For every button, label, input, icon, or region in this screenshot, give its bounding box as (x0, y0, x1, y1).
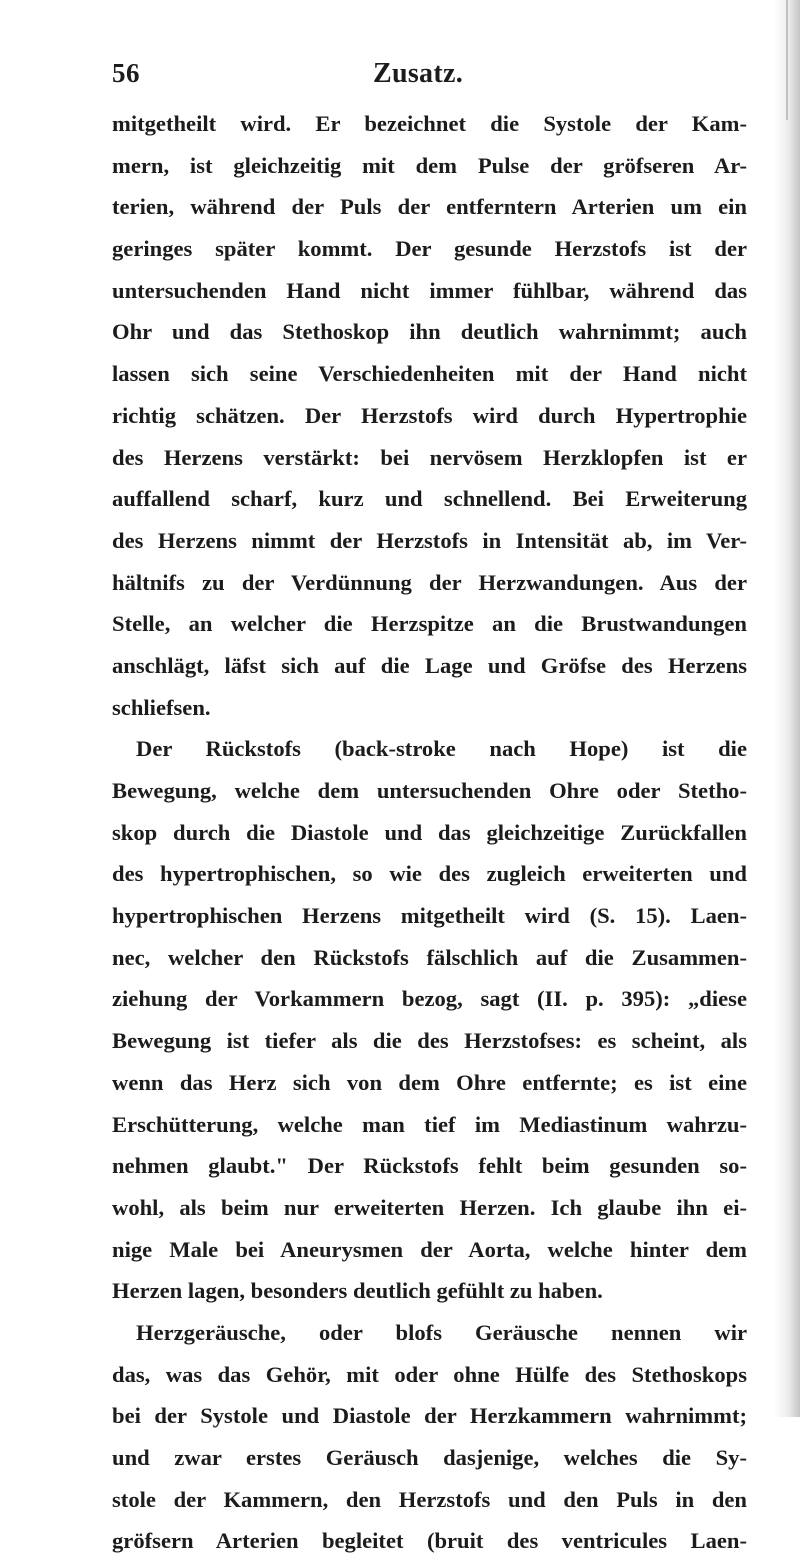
text-line: wenn das Herz sich von dem Ohre entfernte; es ist eine (112, 1069, 747, 1095)
text-line: das, was das Gehör, mit oder ohne Hülfe des Stethoskops (112, 1361, 747, 1387)
text-line: des Herzens nimmt der Herzstofs in Intensität ab, im Ver- (112, 527, 747, 553)
text-line: nec, welcher den Rückstofs fälschlich auf die Zusammen- (112, 944, 747, 970)
text-line: terien, während der Puls der entferntern Arterien um ein (112, 194, 747, 220)
text-line: Herzgeräusche, oder blofs Geräusche nennen wir (136, 1319, 747, 1345)
text-line: Stelle, an welcher die Herzspitze an die Brustwandungen (112, 611, 747, 637)
text-line: des hypertrophischen, so wie des zugleich erweiterten und (112, 861, 747, 887)
text-line: schliefsen. (112, 694, 211, 720)
text-line: Bewegung ist tiefer als die des Herzstofses: es scheint, als (112, 1028, 747, 1054)
page-heading: Zusatz. (373, 58, 463, 89)
text-line: geringes später kommt. Der gesunde Herzstofs ist der (112, 236, 747, 262)
running-head (112, 58, 752, 94)
text-line: auffallend scharf, kurz und schnellend. Bei Erweiterung (112, 486, 747, 512)
page-edge-shadow (774, 0, 800, 1417)
text-line: mern, ist gleichzeitig mit dem Pulse der gröfseren Ar- (112, 152, 747, 178)
text-line: wohl, als beim nur erweiterten Herzen. Ich glaube ihn ei- (112, 1194, 747, 1220)
body-text (112, 103, 747, 1562)
text-line: des Herzens verstärkt: bei nervösem Herzklopfen ist er (112, 444, 747, 470)
text-line: ziehung der Vorkammern bezog, sagt (II. p. 395): „diese (112, 986, 747, 1012)
text-line: stole der Kammern, den Herzstofs und den Puls in den (112, 1486, 747, 1512)
text-line: gröfsern Arterien begleitet (bruit des ventricules Laen- (112, 1528, 747, 1554)
text-line: hältnifs zu der Verdünnung der Herzwandungen. Aus der (112, 569, 747, 595)
text-line: nige Male bei Aneurysmen der Aorta, welche hinter dem (112, 1236, 747, 1262)
text-line: Ohr und das Stethoskop ihn deutlich wahrnimmt; auch (112, 319, 747, 345)
text-line: richtig schätzen. Der Herzstofs wird durch Hypertrophie (112, 402, 747, 428)
text-line: mitgetheilt wird. Er bezeichnet die Systole der Kam- (112, 111, 747, 136)
page-edge-mark (786, 0, 788, 120)
text-line: Erschütterung, welche man tief im Mediastinum wahrzu- (112, 1111, 747, 1137)
text-line: skop durch die Diastole und das gleichzeitige Zurückfallen (112, 819, 747, 845)
text-line: untersuchenden Hand nicht immer fühlbar, während das (112, 277, 747, 303)
text-line: lassen sich seine Verschiedenheiten mit der Hand nicht (112, 361, 747, 387)
page-number: 56 (112, 58, 140, 88)
text-line: nehmen glaubt." Der Rückstofs fehlt beim gesunden so- (112, 1153, 747, 1179)
text-line: Der Rückstofs (back-stroke nach Hope) ist die (136, 736, 747, 762)
text-line: Bewegung, welche dem untersuchenden Ohre oder Stetho- (112, 778, 747, 803)
text-line: Herzen lagen, besonders deutlich gefühlt zu haben. (112, 1278, 603, 1304)
text-line: hypertrophischen Herzens mitgetheilt wird (S. 15). Laen- (112, 903, 747, 929)
text-line: und zwar erstes Geräusch dasjenige, welches die Sy- (112, 1445, 747, 1470)
text-line: bei der Systole und Diastole der Herzkammern wahrnimmt; (112, 1403, 747, 1429)
text-line: anschlägt, läfst sich auf die Lage und Gröfse des Herzens (112, 652, 747, 678)
